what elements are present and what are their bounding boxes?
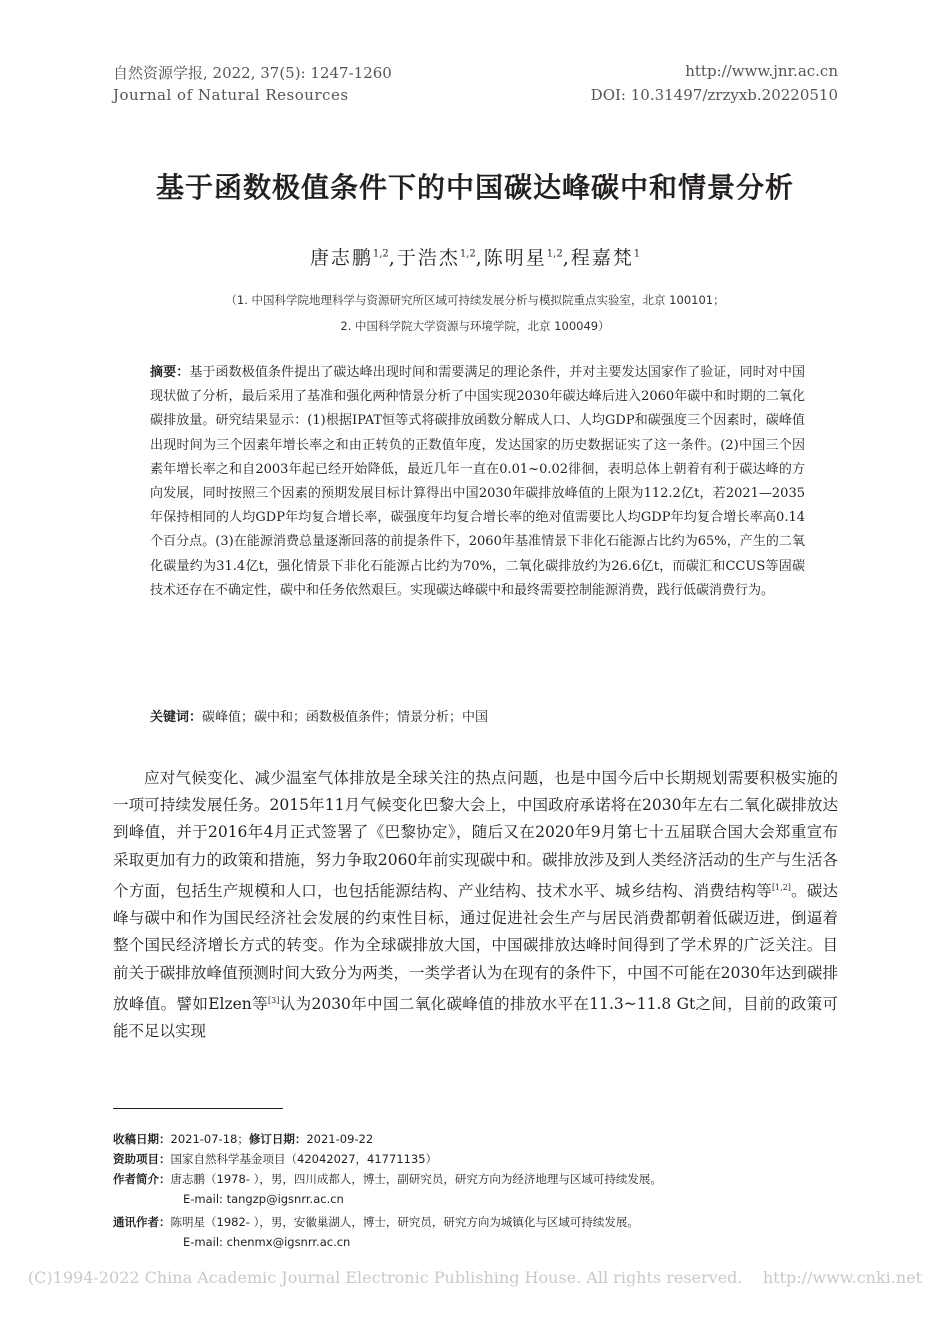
author-bio-text: 唐志鹏（1978- ），男，四川成都人，博士，副研究员，研究方向为经济地理与区域可持续发展。	[170, 1172, 662, 1186]
keywords-text: 碳峰值；碳中和；函数极值条件；情景分析；中国	[202, 710, 489, 725]
doi[interactable]: DOI: 10.31497/zrzyxb.20220510	[590, 86, 838, 104]
footnote-corresponding-email	[113, 1233, 838, 1251]
footnote-author	[113, 1170, 838, 1188]
author-separator: ,	[475, 247, 484, 269]
author-affiliation-mark: 1,2	[546, 248, 563, 260]
affiliation-line: 2. 中国科学院大学资源与环境学院，北京 100049）	[340, 319, 610, 333]
author-bio-label: 作者简介：	[113, 1172, 171, 1186]
author-affiliation-mark: 1,2	[372, 248, 389, 260]
journal-url[interactable]: http://www.jnr.ac.cn	[685, 62, 838, 80]
keywords-label: 关键词：	[150, 710, 203, 725]
abstract-label: 摘要：	[150, 365, 190, 380]
footnote-corresponding	[113, 1213, 838, 1231]
corresponding-text: 陈明星（1982- ），男，安徽巢湖人，博士，研究员，研究方向为城镇化与区域可持续发展。	[170, 1215, 639, 1229]
body-text: 。碳达峰与碳中和作为国民经济社会发展的约束性目标，通过促进社会生产与居民消费都朝着低碳迈进，倒逼着整个国民经济增长方式的转变。作为全球碳排放大国，中国碳排放达峰时间得到了学术界的广泛关注。目前关于碳排放峰值预测时间大致分为两类，一类学者认为在现有的条件下，中国不可能在2030年达到碳排放峰值。譬如Elzen等	[113, 881, 838, 1013]
revised-date: 2021-09-22	[306, 1132, 374, 1146]
keywords	[150, 706, 805, 730]
author-name: 唐志鹏	[309, 247, 373, 269]
journal-name-en: Journal of Natural Resources	[113, 86, 349, 104]
abstract	[150, 361, 805, 603]
received-label: 收稿日期：	[113, 1132, 171, 1146]
author-separator: ,	[388, 247, 397, 269]
revised-label: 修订日期：	[248, 1132, 307, 1146]
author-separator: ,	[562, 247, 571, 269]
corresponding-label: 通讯作者：	[113, 1215, 171, 1229]
footnote-author-email	[113, 1190, 838, 1208]
citation-ref[interactable]: [3]	[268, 995, 280, 1005]
footnote-dates	[113, 1130, 838, 1148]
author-affiliation-mark: 1	[633, 248, 641, 260]
fund-text: 国家自然科学基金项目（42042027，41771135）	[170, 1152, 438, 1166]
body-text: 认为2030年中国二氧化碳峰值的排放水平在11.3~11.8 Gt之间，目前的政策可能不足以实现	[113, 994, 838, 1041]
author-name: 陈明星	[483, 247, 547, 269]
abstract-text: 基于函数极值条件提出了碳达峰出现时间和需要满足的理论条件，并对主要发达国家作了验证，同时对中国现状做了分析，最后采用了基准和强化两种情景分析了中国实现2030年碳达峰后进入2060年碳中和时期的二氧化碳排放量。研究结果显示：(1)根据IPAT恒等式将碳排放函数分解成人口、人均GDP和碳强度三个因素时，碳峰值出现时间为三个因素年增长率之和由正转负的正数值年度，发达国家的历史数据证实了这一条件。(2)中国三个因素年增长率之和自2003年起已经开始降低，最近几年一直在0.01~0.02徘徊，表明总体上朝着有利于碳达峰的方向发展，同时按照三个因素的预期发展目标计算得出中国2030年碳排放峰值的上限为112.2亿t，若2021—2035年保持相同的人均GDP年均复合增长率，碳强度年均复合增长率的绝对值需要比人均GDP年均复合增长率高0.14个百分点。(3)在能源消费总量逐渐回落的前提条件下，2060年基准情景下非化石能源占比约为65%，产生的二氧化碳量约为31.4亿t，强化情景下非化石能源占比约为70%，二氧化碳排放约为26.6亿t，而碳汇和CCUS等固碳技术还存在不确定性，碳中和任务依然艰巨。实现碳达峰碳中和最终需要控制能源消费，践行低碳消费行为。	[150, 365, 805, 598]
citation-ref[interactable]: [1,2]	[771, 882, 791, 892]
author-affiliation-mark: 1,2	[459, 248, 476, 260]
body-paragraph	[113, 765, 838, 1045]
corresponding-email[interactable]: E-mail: chenmx@igsnrr.ac.cn	[183, 1235, 351, 1249]
body-text: 应对气候变化、减少温室气体排放是全球关注的热点问题，也是中国今后中长期规划需要积极实施的一项可持续发展任务。2015年11月气候变化巴黎大会上，中国政府承诺将在2030年左右二氧化碳排放达到峰值，并于2016年4月正式签署了《巴黎协定》，随后又在2020年9月第七十五届联合国大会郑重宣布采取更加有力的政策和措施，努力争取2060年前实现碳中和。碳排放涉及到人类经济活动的生产与生活各个方面，包括生产规模和人口，也包括能源结构、产业结构、技术水平、城乡结构、消费结构等	[113, 769, 838, 900]
footnote-divider	[113, 1108, 283, 1109]
author-name: 于浩杰	[396, 247, 460, 269]
received-date: 2021-07-18；	[170, 1132, 249, 1146]
journal-citation: 自然资源学报, 2022, 37(5): 1247-1260	[113, 64, 392, 82]
cnki-watermark: (C)1994-2022 China Academic Journal Electronic Publishing House. All rights reserved. http://www.cnki.net	[27, 1268, 923, 1287]
fund-label: 资助项目：	[113, 1152, 171, 1166]
footnote-fund	[113, 1150, 838, 1168]
paper-title: 基于函数极值条件下的中国碳达峰碳中和情景分析	[155, 171, 794, 204]
affiliation-line: （1. 中国科学院地理科学与资源研究所区域可持续发展分析与模拟院重点实验室，北京 100101；	[225, 293, 725, 307]
author-email[interactable]: E-mail: tangzp@igsnrr.ac.cn	[183, 1192, 344, 1206]
author-list	[0, 243, 950, 270]
author-name: 程嘉梵	[570, 247, 634, 269]
